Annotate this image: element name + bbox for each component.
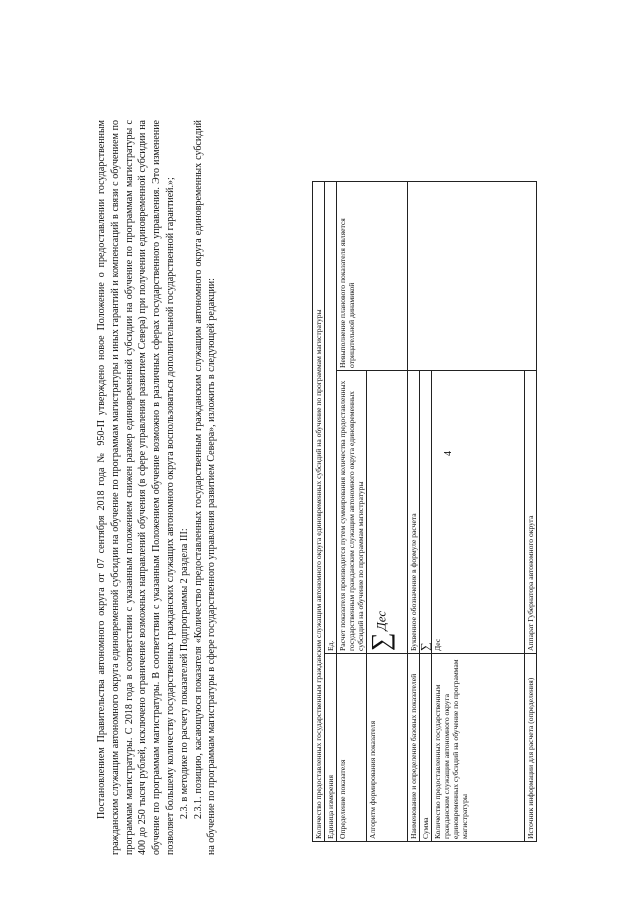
base-header: Буквенное обозначение в формуле расчета <box>408 371 420 654</box>
formula-variable: Дес <box>373 610 389 631</box>
table-row <box>408 182 420 842</box>
table-title-row <box>313 182 325 842</box>
body-text <box>95 120 219 855</box>
table-title: Количество предоставленных государственным гражданским служащим автономного округа единовременных субсидий на обучение по программам магистратуры <box>313 182 325 842</box>
indicator-table <box>312 181 537 842</box>
algorithm-formula <box>367 371 408 654</box>
paragraph-resolution: Постановлением Правительства автономного округа от 07 сентября 2018 года № 950-П утверждено новое Положение о предоставлении государственным гражданским служащим автономного округа единовременной субсидии на обучение по программам магистратуры и иных гарантий и компенсаций в связи с обучением по программам магистратуры. С 2018 года в соответствии с указанным положением снижен размер единовременной субсидии на обучение по программам магистратуры с 400 до 250 тысяч рублей, исключено ограничение возможных направлений обучения (в сфере управления развитием Севера) при получении единовременной субсидии на обучение по программам магистратуры. В соответствии с указанным Положением обучение возможно в различных сферах государственного управления. Это изменение позволяет большему количеству государственных гражданских служащих автономного округа воспользоваться дополнительной государственной гарантией.»; <box>96 120 176 855</box>
count-label: Количество предоставленных государственным гражданским служащим автономного округа единовременных субсидий на обучение по программам магистратуры <box>432 654 525 842</box>
page-number: 4 <box>443 451 454 456</box>
table-row <box>337 182 367 842</box>
definition-label: Определение показателя <box>337 654 367 842</box>
algorithm-label: Алгоритм формирования показателя <box>367 654 408 842</box>
definition-value: Расчет показателя производится путем суммирования количества предоставленных государственным гражданским служащим автономного округа единовременных субсидий на обучение по программам магистратуры <box>337 371 367 654</box>
paragraph-position: 2.3.1. позицию, касающуюся показателя «Количество предоставленных государственным гражданским служащим автономного округа единовременных субсидий на обучение по программам магистратуры в сфере государственного управления развитием Севера», изложить в следующей редакции: <box>192 120 218 855</box>
sum-label: Сумма <box>420 654 432 842</box>
unit-value: Ед. <box>325 182 337 654</box>
sum-symbol: ∑ <box>420 371 432 654</box>
table-row <box>325 182 337 842</box>
base-label: Наименование и определение базовых показателей <box>408 654 420 842</box>
source-label: Источник информации для расчета (определения) <box>525 654 537 842</box>
definition-note: Невыполнение планового показателя является отрицательной динамикой <box>337 182 408 371</box>
unit-label: Единица измерения <box>325 654 337 842</box>
count-symbol: Дес <box>432 371 525 654</box>
empty-cell <box>408 182 537 371</box>
paragraph-methodology: 2.3. в методике по расчету показателей Подпрограммы 2 раздела III: <box>178 528 190 819</box>
sum-symbol-icon: ∑ <box>366 632 395 651</box>
source-value: Аппарат Губернатора автономного округа <box>525 371 537 654</box>
